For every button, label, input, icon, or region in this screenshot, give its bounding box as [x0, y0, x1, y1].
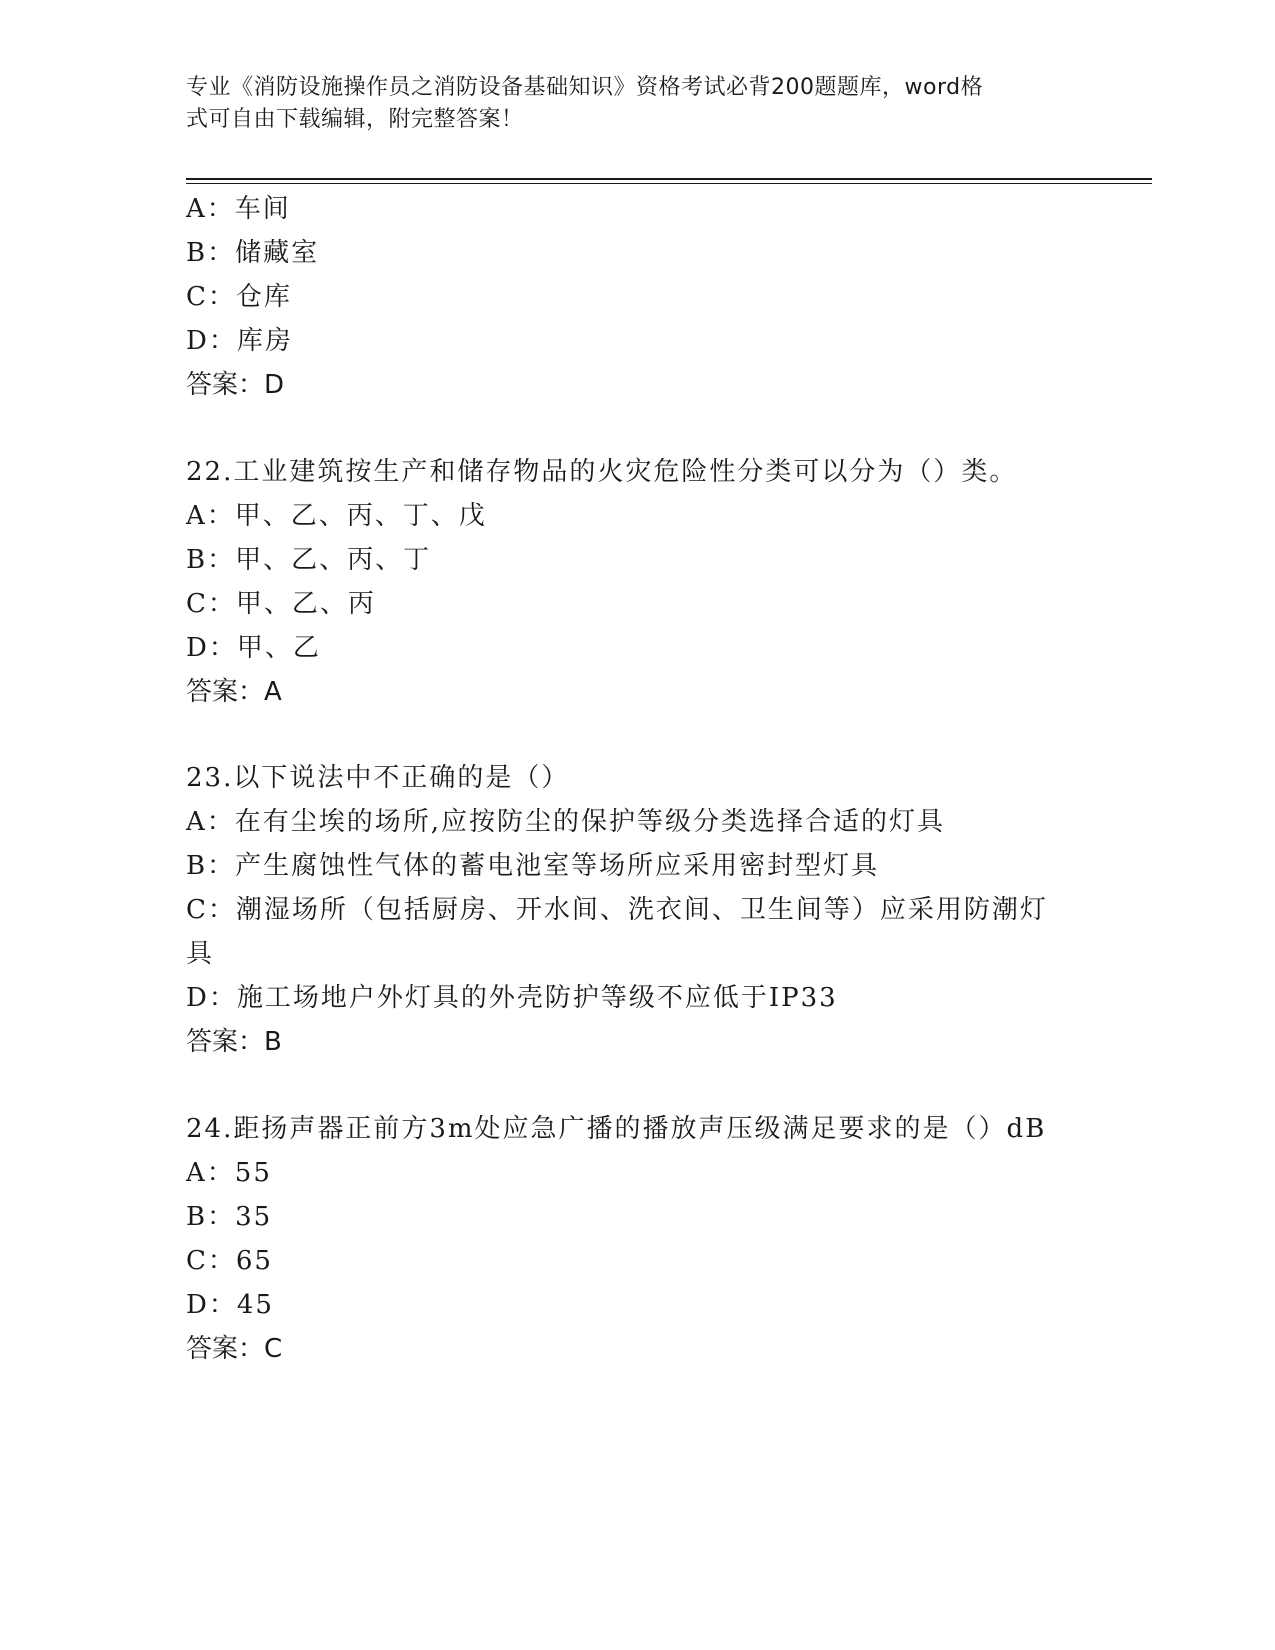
header-line-2: 式可自由下载编辑，附完整答案！	[186, 107, 524, 132]
q24-option-a: A：55	[186, 1158, 272, 1188]
q24-answer: 答案：C	[186, 1334, 283, 1364]
header-line-1: 专业《消防设施操作员之消防设备基础知识》资格考试必背200题题库，word格	[186, 75, 984, 100]
q21-option-d: D：库房	[186, 326, 293, 356]
q23-option-d: D：施工场地户外灯具的外壳防护等级不应低于IP33	[186, 983, 838, 1013]
q24-question: 24.距扬声器正前方3m处应急广播的播放声压级满足要求的是（）dB	[186, 1114, 1047, 1144]
q22-option-a: A：甲、乙、丙、丁、戊	[186, 501, 487, 531]
header-rule-thick	[186, 178, 1152, 180]
q21-answer: 答案：D	[186, 370, 285, 400]
q24-option-d: D：45	[186, 1290, 274, 1320]
q23-question: 23.以下说法中不正确的是（）	[186, 763, 570, 793]
q23-option-c-continued: 具	[186, 939, 215, 969]
q23-option-c: C：潮湿场所（包括厨房、开水间、洗衣间、卫生间等）应采用防潮灯	[186, 895, 1048, 925]
q22-option-d: D：甲、乙	[186, 633, 321, 663]
header-rule-thin	[186, 183, 1152, 184]
q23-answer: 答案：B	[186, 1027, 282, 1057]
q22-option-c: C：甲、乙、丙	[186, 589, 376, 619]
q24-option-b: B：35	[186, 1202, 273, 1232]
q21-option-a: A：车间	[186, 194, 291, 224]
q23-option-a: A：在有尘埃的场所,应按防尘的保护等级分类选择合适的灯具	[186, 807, 946, 837]
q24-option-c: C：65	[186, 1246, 273, 1276]
q23-option-b: B：产生腐蚀性气体的蓄电池室等场所应采用密封型灯具	[186, 851, 880, 881]
q22-answer: 答案：A	[186, 677, 282, 707]
q22-question: 22.工业建筑按生产和储存物品的火灾危险性分类可以分为（）类。	[186, 457, 1018, 487]
q21-option-b: B：储藏室	[186, 238, 320, 268]
document-header	[186, 72, 1066, 136]
q22-option-b: B：甲、乙、丙、丁	[186, 545, 432, 575]
q21-option-c: C：仓库	[186, 282, 292, 312]
